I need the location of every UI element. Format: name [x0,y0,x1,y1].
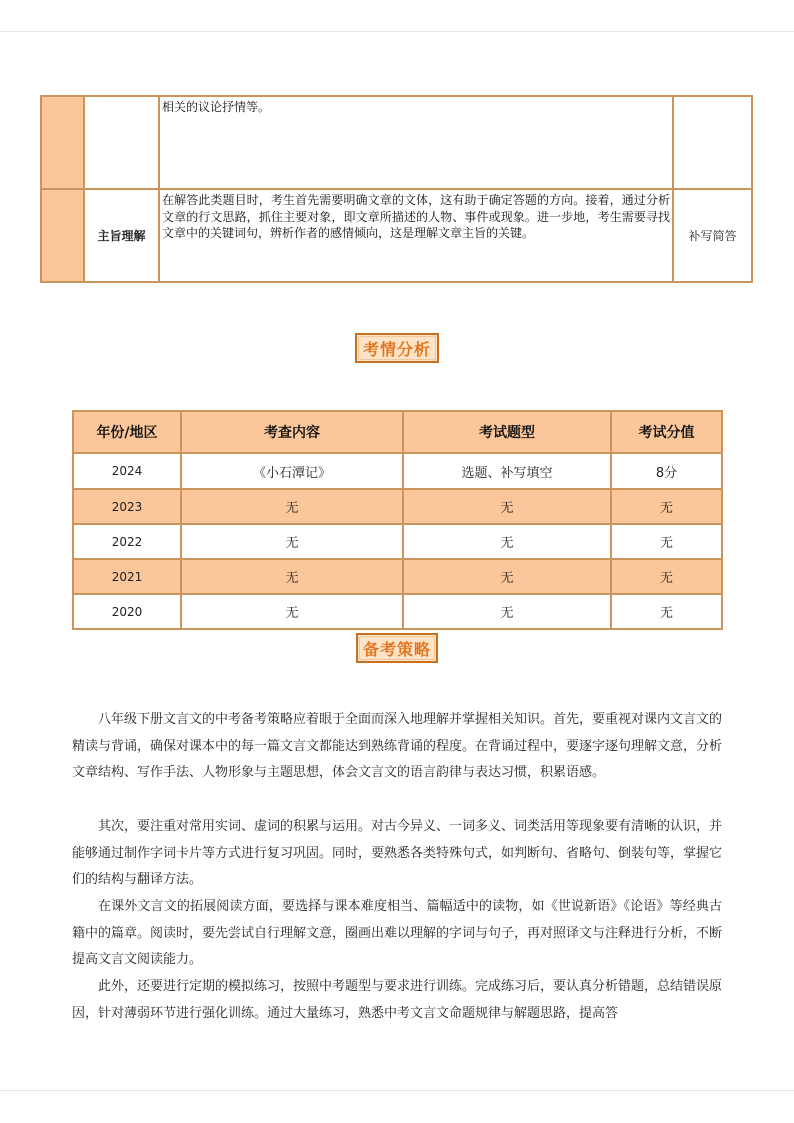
table-cell: 无 [403,489,611,524]
table-cell: 无 [403,594,611,629]
table-cell-content: 相关的议论抒情等。 [159,96,673,189]
table-cell: 无 [611,489,722,524]
table-cell: 选题、补写填空 [403,453,611,489]
table-cell: 8分 [611,453,722,489]
table-cell-year: 2023 [73,489,181,524]
table-cell-type: 补写简答 [673,189,752,282]
knowledge-table [40,95,753,283]
analysis-table [72,410,723,630]
table-cell-year: 2022 [73,524,181,559]
table-cell-empty [673,96,752,189]
table-header: 考试分值 [611,411,722,453]
table-cell: 无 [181,559,403,594]
section-title-strategy: 备考策略 [356,633,438,663]
body-paragraph: 此外，还要进行定期的模拟练习，按照中考题型与要求进行训练。完成练习后，要认真分析错题，总结错误原因，针对薄弱环节进行强化训练。通过大量练习，熟悉中考文言文命题规律与解题思路，提高答 [72,979,723,1021]
table-cell: 《小石潭记》 [181,453,403,489]
table-cell: 无 [611,524,722,559]
body-paragraph: 其次，要注重对常用实词、虚词的积累与运用。对古今异义、一词多义、词类活用等现象要有清晰的认识，并能够通过制作字词卡片等方式进行复习巩固。同时，要熟悉各类特殊句式，如判断句、省略句、倒装句等，掌握它们的结构与翻译方法。 [72,819,723,887]
table-cell: 无 [403,524,611,559]
section-title-analysis: 考情分析 [355,333,439,363]
table-cell-empty [84,96,159,189]
table-cell: 无 [181,489,403,524]
body-paragraph: 在课外文言文的拓展阅读方面，要选择与课本难度相当、篇幅适中的读物，如《世说新语》《论语》等经典古籍中的篇章。阅读时，要先尝试自行理解文意，圈画出难以理解的字词与句子，再对照译文与注释进行分析，不断提高文言文阅读能力。 [72,899,723,967]
table-cell-content: 在解答此类题目时，考生首先需要明确文章的文体，这有助于确定答题的方向。接着，通过分析文章的行文思路，抓住主要对象，即文章所描述的人物、事件或现象。进一步地，考生需要寻找文章中的关键词句，辨析作者的感情倾向，这是理解文章主旨的关键。 [159,189,673,282]
table-header: 考查内容 [181,411,403,453]
table-cell: 无 [403,559,611,594]
table-cell-orange [41,189,84,282]
table-cell: 无 [611,559,722,594]
table-cell-year: 2021 [73,559,181,594]
table-header: 年份/地区 [73,411,181,453]
table-header: 考试题型 [403,411,611,453]
body-paragraph: 八年级下册文言文的中考备考策略应着眼于全面而深入地理解并掌握相关知识。首先，要重视对课内文言文的精读与背诵，确保对课本中的每一篇文言文都能达到熟练背诵的程度。在背诵过程中，要逐字逐句理解文意，分析文章结构、写作手法、人物形象与主题思想，体会文言文的语言韵律与表达习惯，积累语感。 [72,712,723,780]
table-cell: 无 [181,524,403,559]
table-cell: 无 [181,594,403,629]
table-cell: 无 [611,594,722,629]
table-cell-orange [41,96,84,189]
table-cell-year: 2024 [73,453,181,489]
table-cell-label: 主旨理解 [84,189,159,282]
table-cell-year: 2020 [73,594,181,629]
page-bottom-divider [0,1090,794,1091]
page-top-divider [0,31,794,32]
